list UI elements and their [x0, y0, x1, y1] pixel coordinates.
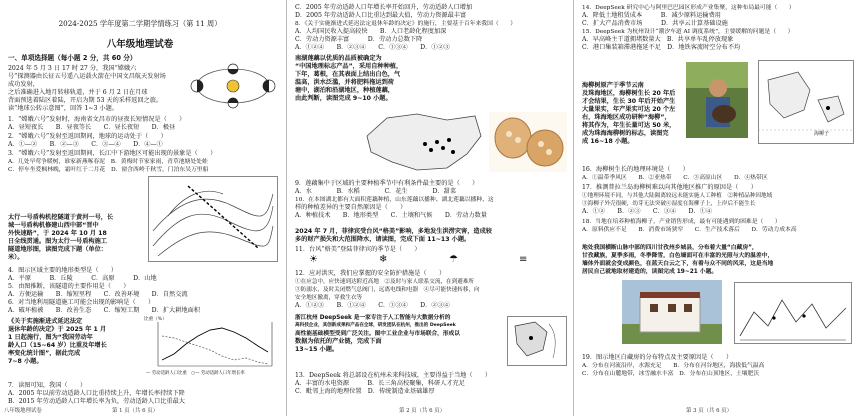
question-3: 3．“嫦娥六号”发射至返回期间，长江中下游地区可能出现的景象是（ ） — [8, 150, 217, 157]
question-9: 9．莲藕集中于区域的主要种植季节中有利条件最主要的是（ ） — [295, 180, 479, 187]
passage-line: 成为珠海海柳树的标志，读图完 — [582, 130, 669, 137]
sea-coconut-photo — [686, 62, 748, 138]
passage-line: 高性能基础模型受到广泛关注。图中工业企业与市场联合，形成以 — [295, 331, 460, 337]
footer-page-number: 第 3 页（共 6 页） — [686, 408, 733, 414]
question-6: 6．对当地利用隧道施工可能会出现的影响是（ ） — [8, 299, 155, 306]
intro-line: 号”探测器由长征五号遥八运载火箭在中国文昌航天发射场成功发射， — [8, 73, 166, 88]
question-7: 7．读图可知，我国（ ） — [8, 382, 87, 389]
passage-line: 墙体外面就会变成颜色，在蓝天白云之下，有着与众不同的风采，这是当地 — [582, 261, 774, 267]
population-chart — [144, 316, 278, 378]
question-18: 18．当地在培养种植海柳子，产业销售形成，最有可能遇到的困难是（ ） — [582, 219, 781, 225]
passage-line: 海柳树原产于季节云南 — [582, 82, 644, 89]
chart-legend: — 劳动适龄人口比重 ○— 劳动适龄人口年增长率 — [146, 371, 245, 376]
white-tibetan-house-photo — [622, 280, 722, 344]
question-19: 19．图示地区白藏房的分布特点及主要原因是（ ） — [582, 354, 733, 361]
map-label: 海柳子 — [814, 131, 830, 137]
q17-options: A．①② B．②③ C．③④ D．①④ — [582, 208, 713, 215]
passage-line: 城一号盾构机修建山西中部“晋中 — [8, 222, 99, 229]
weather-icons-row — [297, 254, 567, 268]
q12-item: 安全地区撤离，穿救生衣等 — [295, 295, 363, 301]
question-13: 13．DeepSeek 将总部设在杭州未来科技城，主要得益于当地（ ） — [295, 372, 492, 379]
q16-options: A．①温带季风区 B．②亚热带 C．③高原山区 D．④热带区 — [582, 175, 768, 181]
q7-option-c: C．2005 年劳动适龄人口年增长率开始回升，劳动适龄人口增加 — [295, 4, 473, 11]
passage-line: 数据为依托的产业链，完成下面 — [295, 338, 382, 345]
question-4: 4．图示区域主要的地形类型是（ ） — [8, 267, 118, 274]
section-heading: 一、单项选择题（每小题 2 分，共 60 分） — [8, 54, 137, 62]
q14-options: A．降低土地租赁成本 B．减少原料运输费用 — [582, 12, 721, 19]
q2-options: A．①—② B．②—③ C．③—④ D．④—① — [8, 141, 163, 148]
q3-options: A．几处早莺争暖树，谁家新燕啄春泥 B．黄梅时节家家雨，青草池塘处处蛙 — [8, 159, 208, 165]
passage-line: 日全线贯通。图为太行一号盾构施工 — [8, 238, 107, 245]
question-14: 14．DeepSeek 研究中心与阿里巴巴园区形成产业集聚，这种布局最可能（ ） — [582, 5, 795, 11]
options-row: A．①②④ B．②③④ C．①③④ D．①②③ — [295, 44, 450, 51]
q12-item: ①在应急中，应快速到达附近高地 ②及时与家人联系交流，在到避难所 — [295, 279, 475, 285]
q7-option-a: A．2005 年以前劳动适龄人口比重持续上升，年增长率持续下降 — [8, 390, 185, 397]
q15-options: C．港口集装箱滞港拖延不足 D．地铁客流时空分布不均 — [582, 44, 741, 51]
q13-options: A．丰富的水电资源 B．长三角高校聚集，科研人才充足 — [295, 380, 465, 387]
passage-line: 隧道地形图，读图完成下题（单位： — [8, 246, 107, 253]
q10-options: A．种植技术 B．地形类型 C．土壤和气候 D．劳动力数量 — [295, 212, 487, 219]
passage-line: 右，珠海地区成功研种“海柳”， — [582, 114, 671, 121]
question-2: 2．“嫦娥六号”发射至返回期间，地球的运动处于（ ） — [8, 133, 167, 140]
passage-line: 浙江杭州 DeepSeek 是一家专注于人工智能与大数据分析的 — [295, 315, 451, 321]
passage-line: 13~15 小题。 — [295, 346, 339, 353]
passage-line: 《关于实施渐进式延迟法定 — [8, 318, 83, 325]
question-8: 8．《关于实施渐进式延迟法定退休年龄的决定》的施行，主要基于百年来我国（ ） — [295, 21, 517, 27]
passage-line: 龄人口（15~64 岁）比重及年增长 — [8, 342, 107, 349]
passage-line: 7~8 小题。 — [8, 358, 43, 365]
question-12: 12．应对洪灾，我们应掌握的安全防护措施是（ ） — [295, 270, 446, 277]
question-17: 17．推测普拉兰岛海柳树难以向其他地区推广的原因是（ ） — [582, 184, 757, 191]
passage-line: 高科技企业，其创新成果和产品在全球，研发团队在杭州，推出的 DeepSeek — [295, 323, 456, 328]
question-1: 1．“嫦娥六号”发射时，海南省文昌市的昼夜长短情况是（ ） — [8, 116, 186, 123]
contour-map — [148, 176, 278, 262]
passage-line: 率变化统计图”，据此完成 — [8, 350, 81, 357]
elevation-chart — [734, 282, 852, 344]
question-11: 11．台风“格美”登陆菲律宾的季节是（ ） — [295, 246, 421, 253]
q4-options: A．平原 B．丘陵 C．高原 D．山地 — [8, 275, 157, 282]
snow-icon: ❄ — [379, 254, 388, 265]
passage-line: 地处我国横断山脉中部的四川甘孜州乡城县，分布着大量“白藏房”， — [582, 245, 758, 251]
q8-options: C．劳动力资源丰富 D．劳动力总数下降 — [295, 36, 423, 43]
passage-line: 甘孜藏族，夏季多雨，冬季降雪，白色墙面可在丰富的光照与大的温差中， — [582, 253, 774, 259]
passage-line: 米）。 — [8, 254, 24, 261]
q15-options: A．早高峰主干道拥堵数量大 B．共享单车乱停放现象 — [582, 36, 734, 43]
passage-line: 及珠海地区，海柳树生长 20 年后 — [582, 90, 676, 97]
q17-item: ③海柳子外壳很硬，幼芽无法突破④湿度在海柳子上，上岸后不能生长 — [582, 201, 756, 207]
lotus-root-photo — [489, 112, 567, 172]
q13-options: C．毗邻上海的地理位置 D．传统制造业基础雄厚 — [295, 388, 435, 395]
question-10-cont: 样的种植差异的主要自然原因是（ ） — [295, 204, 407, 211]
q14-options: C．扩大产品消费市场 D．共享云计算基础设施 — [582, 20, 728, 27]
passage-line: 大量果实，年产果实可达 20 个左 — [582, 106, 676, 113]
q19-options: A．分布在河流沿岸，水源充足 B．分布在河谷地区，海拔低气温高 — [582, 363, 765, 369]
passage-line: 2024 年 7 月，菲律宾受台风“格美”影响，多地发生洪涝灾害，造成较 — [295, 228, 492, 235]
q6-options: A．破坏植被 B．改善生态 C．缩短工期 D．扩大耕地面积 — [8, 307, 200, 314]
intro-line: 2024 年 5 月 3 日 17 时 27 分，我国“嫦娥六 — [8, 65, 137, 72]
passage-line: 才会结果，生长 30 年后开始产生 — [582, 98, 676, 105]
passage-line: 外快速路”，于 2024 年 10 月 18 — [8, 230, 107, 237]
china-map — [357, 106, 487, 176]
q5-options: A．方便运输 B．缩短里程 C．改善环境 D．自然交流 — [8, 291, 188, 298]
page-1 — [0, 0, 286, 416]
passage-line: 温高，洪水泛滥，并将肥料拖运到荷 — [295, 79, 394, 86]
intro-line: 背面预选着陆区着陆，开启为期 53 天的采样返回之旅。 — [8, 97, 163, 104]
footer-page-number: 第 1 页（共 6 页） — [112, 408, 159, 414]
sun-icon — [227, 80, 239, 92]
hangzhou-map — [507, 316, 567, 366]
question-15: 15．DeepSeek 为杭州设计“潮汐车道 AI 调度系统”，主要缓解的问题是（ ） — [582, 29, 794, 35]
q9-options: A．水 B．水稻 C．花生 D．甜菜 — [295, 188, 457, 195]
chart-y-label: 比重（%） — [144, 317, 167, 322]
passage-line: 将其作为，年生长量可达 50 米， — [582, 122, 676, 129]
exam-subtitle: 八年级地理试卷 — [106, 39, 174, 50]
q7-option-b: B．2015 年劳动适龄人口年增长率为负，劳动适龄人口比重最大 — [8, 398, 185, 405]
passage-line: “中国地理标志产品”，采用自种种植， — [295, 63, 403, 70]
intro-line: 之后准确进入地月转移轨道，并于 6 月 2 日在月球 — [8, 89, 148, 96]
rain-cloud-icon: ☂ — [449, 254, 458, 265]
question-10: 10．在本图湖北都有大面积莲藕种植，山东莲藕以播种、湖北莲藕以播种、这 — [295, 197, 494, 203]
q17-item: ①地理环境不同，与其他大陆隔离较远未能实施人工种植 ②种植品种因地域 — [582, 193, 773, 199]
q19-options: C．分布在山麓地带，冰雪融水丰富 D．分布在山顶地区，土壤肥沃 — [582, 371, 760, 377]
exam-title: 2024-2025 学年度第二学期学情练习（第 11 周） — [58, 19, 222, 28]
intro-line: 读“地球公转示意图”，回答 1~3 小题。 — [8, 105, 118, 112]
q1-options: A．昼短夜长 B．昼夜等长 C．昼长夜短 D．极昼 — [8, 124, 176, 131]
q3-options: C．停车坐爱枫林晚，霜叶红于二月花 D．窗含西岭千秋雪，门泊东吴万里船 — [8, 167, 209, 173]
passage-line: 居民自己就地取材建造的，读图完成 19~21 小题。 — [582, 269, 718, 275]
q12-item: ③防溺水，及时关闭燃气总阀门，远离电线和电器 ④尽可能快速转移，向 — [295, 287, 480, 293]
passage-line: 南湖莲藕以优质的品质被确定为 — [295, 55, 382, 62]
q8-options: A．人均国民收入提高较快 B．人口老龄化程度加深 — [295, 28, 447, 35]
footer-page-number: 第 2 页（共 6 页） — [399, 408, 446, 414]
passage-line: 多的财产损失和大范围降水，请读图，完成下面 11~13 小题。 — [295, 236, 471, 243]
question-16: 16．海柳树生长的地理环境是（ ） — [582, 166, 689, 173]
q7-option-d: D．2005 年劳动适龄人口比重达到最大值，劳动力资源最丰富 — [295, 12, 467, 19]
passage-line: 由此判断，读图完成 9~10 小题。 — [295, 95, 392, 102]
sun-icon: ☀ — [309, 254, 318, 265]
passage-line: 下年，葛根，在其表面上结出白色，气 — [295, 71, 401, 78]
passage-line: 退休年龄的决定》于 2025 年 1 月 — [8, 326, 107, 333]
q12-options: A．①②③ B．①②④ C．①③④ D．②③④ — [295, 302, 450, 309]
page-2 — [287, 0, 573, 416]
question-5: 5．由图推断，该隧道的主要作用是（ ） — [8, 283, 130, 290]
q18-options: A．原料供应不足 B．消费市场狭窄 C．生产技术落后 D．劳动力成本高 — [582, 227, 797, 233]
fog-icon: ≡ — [519, 254, 528, 265]
page-3 — [574, 0, 860, 416]
passage-line: 塘中，湖泊和沿湖地区，种植莲藕， — [295, 87, 394, 94]
footer-course: 八年级地理试卷 — [4, 408, 42, 414]
passage-line: 1 日起施行，图为“我国劳动年 — [8, 334, 93, 341]
earth-orbit-diagram — [190, 60, 276, 112]
island-location-map — [758, 60, 854, 144]
passage-line: 太行一号盾构机挖隧道于黄河一号，长 — [8, 214, 114, 221]
passage-line: 成 16~18 小题。 — [582, 138, 634, 145]
